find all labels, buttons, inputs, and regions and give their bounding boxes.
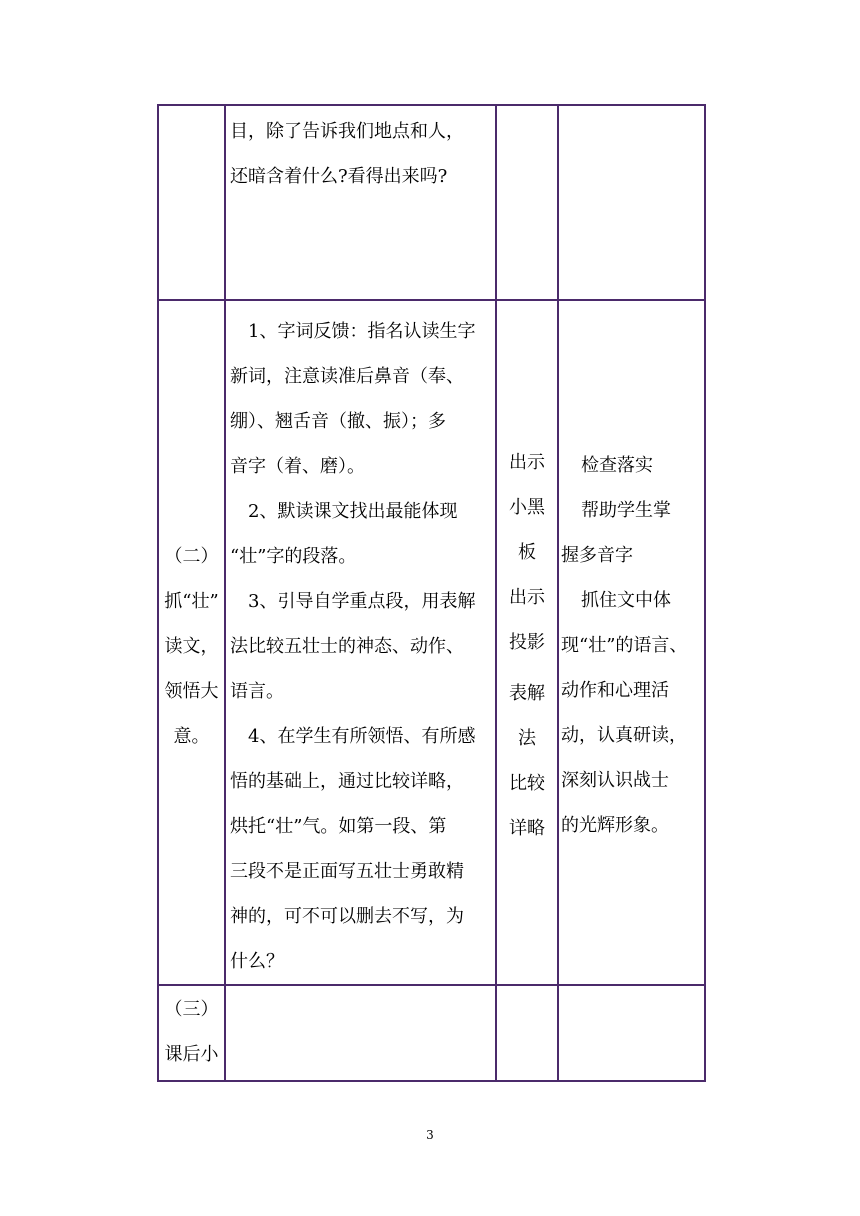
page-number: 3: [426, 1128, 434, 1142]
media-line: 出示: [509, 452, 545, 473]
intent-line: 抓住文中体: [581, 590, 671, 611]
content-line: 绷）、翘舌音（撤、振）；多: [230, 411, 446, 432]
content-line: “壮”字的段落。: [230, 546, 357, 567]
content-line: 4、在学生有所领悟、有所感: [248, 726, 476, 747]
content-cell: [225, 105, 496, 300]
stage-cell: [158, 985, 225, 1081]
media-line: 投影: [509, 632, 545, 653]
intent-line: 的光辉形象。: [561, 815, 669, 836]
media-line: 比较: [509, 773, 545, 794]
content-line: 烘托“壮”气。如第一段、第: [230, 816, 447, 837]
content-line: 目，除了告诉我们地点和人，: [230, 121, 464, 142]
lesson-plan-table: [157, 104, 706, 1082]
media-line: 板: [518, 542, 536, 563]
content-line: 还暗含着什么?看得出来吗?: [230, 166, 448, 187]
content-line: 悟的基础上，通过比较详略，: [230, 771, 464, 792]
content-line: 神的，可不可以删去不写，为: [230, 906, 464, 927]
media-line: 法: [518, 728, 536, 749]
media-line: 详略: [509, 818, 545, 839]
content-line: 新词，注意读准后鼻音（奉、: [230, 366, 464, 387]
intent-line: 握多音字: [561, 545, 633, 566]
content-line: 语言。: [230, 681, 284, 702]
intent-line: 帮助学生掌: [581, 500, 671, 521]
content-line: 1、字词反馈：指名认读生字: [248, 321, 476, 342]
intent-cell: [558, 105, 705, 300]
content-line: 3、引导自学重点段，用表解: [248, 591, 476, 612]
media-line: 小黑: [509, 497, 545, 518]
stage-line: 课后小: [164, 1044, 219, 1065]
intent-line: 深刻认识战士: [561, 770, 669, 791]
content-line: 音字（着、磨）。: [230, 456, 365, 477]
content-line: 什么？: [230, 951, 284, 972]
stage-line: 领悟大: [164, 681, 219, 702]
content-cell: [225, 300, 496, 985]
stage-line: 抓“壮”: [164, 591, 219, 612]
media-line: 表解: [509, 683, 545, 704]
table-row: [158, 105, 705, 300]
stage-cell: [158, 105, 225, 300]
media-cell: [496, 300, 558, 985]
table-row: [158, 985, 705, 1081]
media-cell: [496, 985, 558, 1081]
stage-line: （三）: [164, 999, 219, 1020]
intent-line: 动作和心理活: [561, 680, 669, 701]
content-line: 法比较五壮士的神态、动作、: [230, 636, 464, 657]
content-cell: [225, 985, 496, 1081]
media-line: 出示: [509, 587, 545, 608]
stage-line: 读文，: [164, 636, 219, 657]
content-line: 2、默读课文找出最能体现: [248, 501, 458, 522]
intent-cell: [558, 985, 705, 1081]
intent-line: 检查落实: [581, 455, 653, 476]
stage-line: （二）: [164, 546, 219, 567]
media-cell: [496, 105, 558, 300]
stage-line: 意。: [173, 726, 210, 747]
intent-line: 现“壮”的语言、: [561, 635, 688, 656]
stage-cell: [158, 300, 225, 985]
intent-cell: [558, 300, 705, 985]
content-line: 三段不是正面写五壮士勇敢精: [230, 861, 464, 882]
intent-line: 动，认真研读，: [561, 725, 687, 746]
table-row: [158, 300, 705, 985]
